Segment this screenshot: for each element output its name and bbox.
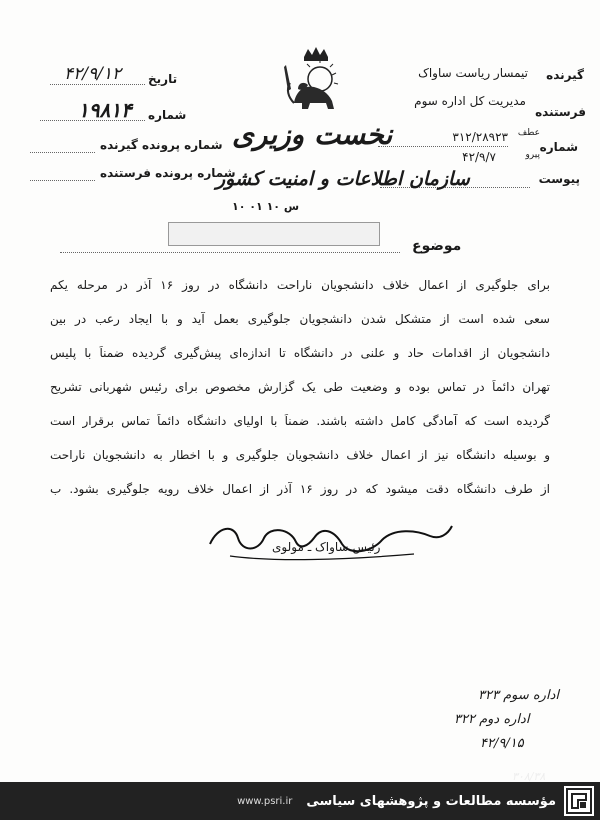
number-sub-top: عطف [517,128,540,138]
body-line: و بوسیله دانشگاه نیز از اعمال خلاف دانشجویان جلوگیری و با اخطار به دانشجویان ناراحت [50,448,550,462]
body-line: سعی شده است از متشکل شدن دانشجویان جلوگیری بعمل آید و با ایجاد رعب در بین [50,312,550,326]
body-line: دانشجویان از اقدامات حاد و علنی در دانشگاه تا اندازه‌ای پیش‌گیری گردیده ضمناً با پلیس [50,346,550,360]
ref-number-value: ۳۱۲/۲۸۹۲۳ [452,130,508,144]
signature-caption: رئیس ساواک ـ مولوی [272,540,381,554]
number-label-left: شماره [148,108,187,122]
body-line: برای جلوگیری از اعمال خلاف دانشجویان ناراحت دانشگاه در روز ۱۶ آذر در مرحله یکم [50,278,550,292]
lion-and-sun-emblem [280,45,348,115]
sender-label: فرستنده [535,105,586,119]
number-label-right: شماره [539,140,578,154]
ref-date-value: ۴۲/۹/۷ [462,150,496,164]
annotation-line-1: اداره سوم ۳۲۳ [478,688,559,703]
recipient-file-label: شماره پرونده گیرنده [100,138,223,152]
date-label: تاریخ [148,72,178,86]
footer-org-name: مؤسسه مطالعات و پژوهشهای سیاسی [306,793,556,809]
annotation-date: ۴۲/۹/۱۵ [480,736,524,751]
footer-url[interactable]: www.psri.ir [237,795,293,807]
body-line: گردیده است که آمادگی کامل داشته باشند. ضمناً با اولیای دانشگاه دائماً تماس برقرار است [50,414,550,428]
sender-file-label: شماره پرونده فرستنده [100,166,236,180]
recipient-label: گیرنده [546,68,584,82]
subject-label: موضوع [412,238,462,254]
body-line: از طرف دانشگاه دقت میشود که در روز ۱۶ آذر از اعمال خلاف رویه جلوگیری بشود. ب [50,482,550,496]
recipient-value: تیمسار ریاست ساواک [418,66,528,80]
date-value: ۴۲/۹/۱۲ [64,64,122,84]
psri-logo-icon [564,786,594,816]
body-line: تهران دائماً در تماس بوده و وضعیت طی یک گزارش مخصوص برای رئیس شهربانی تشریح [50,380,550,394]
redacted-subject-stamp [168,222,380,246]
number-sub-bottom: پیرو [525,150,540,160]
archive-footer [0,782,600,820]
org-code: س ۱۰ ۰۱ ۱۰ [232,200,300,213]
annotation-line-2: اداره دوم ۳۲۲ [454,712,530,727]
sender-value: مدیریت کل اداره سوم [414,94,526,108]
org-title: نخست وزیری [232,118,393,151]
org-subtitle: سازمان اطلاعات و امنیت کشور [216,168,470,190]
number-value: ۱۹۸۱۴ [78,98,132,122]
annotation-code: ۳۰۸/۳۸ [512,770,546,783]
attachment-label: پیوست [538,172,580,186]
